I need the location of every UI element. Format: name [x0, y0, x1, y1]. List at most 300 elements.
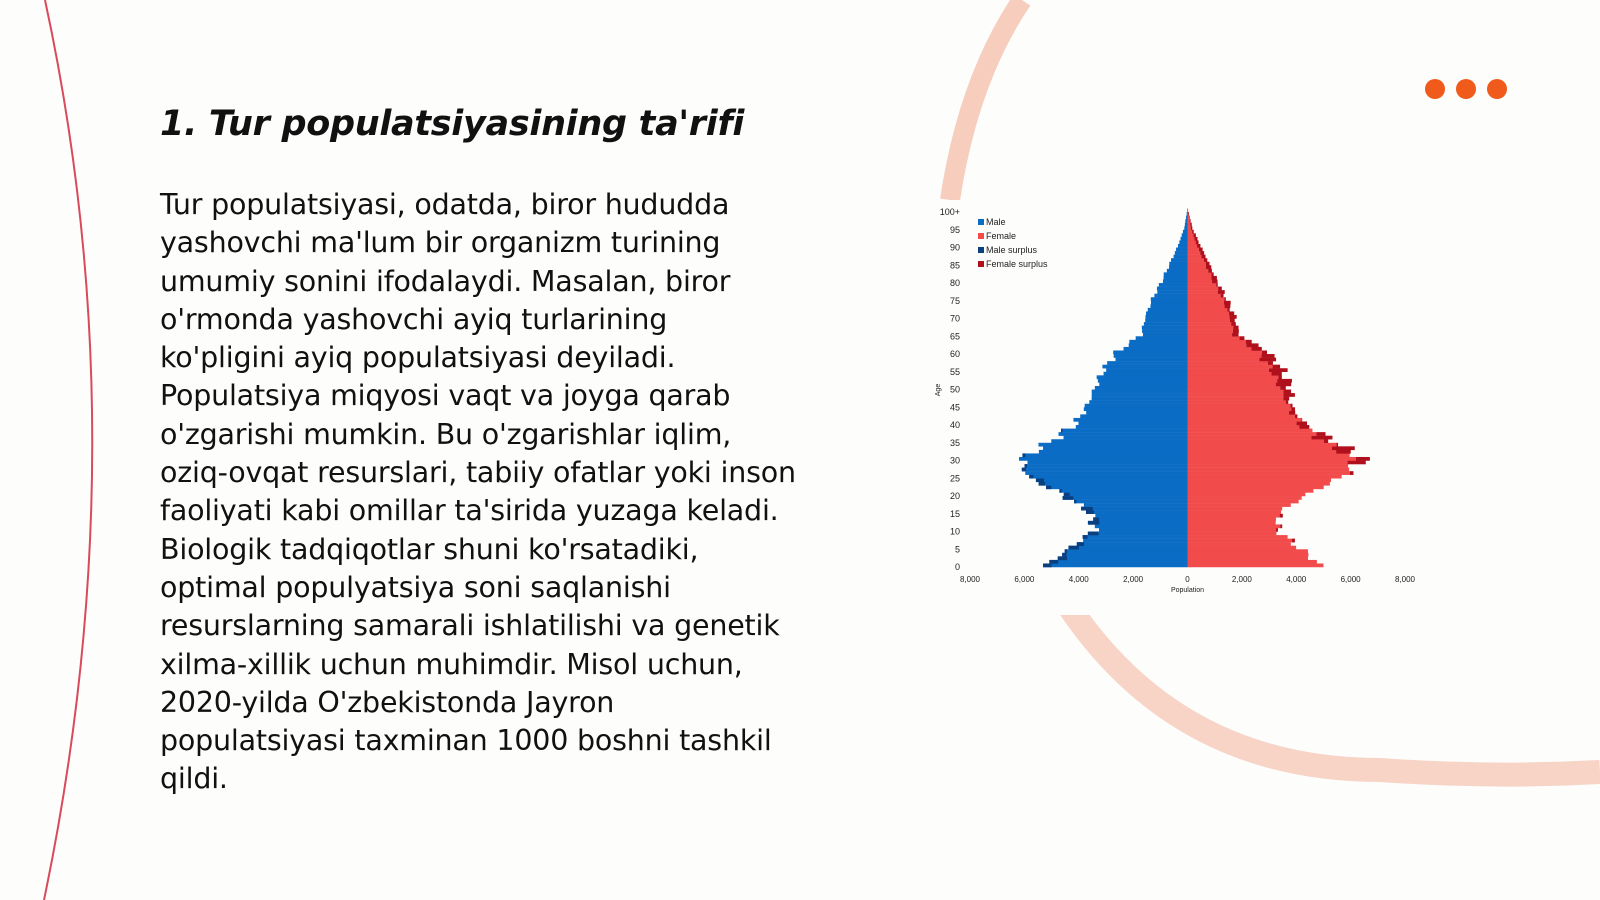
male-bar	[1073, 418, 1187, 422]
female-bar	[1188, 322, 1232, 326]
y-axis-label: Age	[935, 383, 942, 397]
female-bar	[1188, 521, 1276, 525]
male-bar	[1074, 500, 1187, 504]
female-surplus-bar	[1231, 322, 1236, 326]
female-bar	[1188, 450, 1337, 454]
male-bar	[1039, 482, 1188, 486]
female-surplus-bar	[1283, 390, 1291, 394]
male-surplus-bar	[1029, 475, 1033, 479]
male-bar	[1181, 237, 1188, 241]
female-bar	[1188, 226, 1191, 230]
male-bar	[1144, 322, 1188, 326]
x-tick-label: 8,000	[959, 575, 981, 584]
decorative-red-curve	[44, 0, 92, 900]
female-surplus-bar	[1350, 471, 1354, 475]
female-bar	[1188, 404, 1291, 408]
female-bar	[1188, 524, 1281, 528]
body-line: 2020-yilda O'zbekistonda Jayron	[160, 685, 615, 719]
female-bar	[1188, 311, 1229, 315]
male-bar	[1145, 319, 1187, 323]
legend-label: Female	[986, 231, 1017, 241]
female-bar	[1188, 262, 1206, 266]
female-bar	[1188, 496, 1302, 500]
y-tick-label: 80	[949, 278, 960, 288]
male-surplus-bar	[1062, 553, 1066, 557]
female-bar	[1188, 375, 1279, 379]
legend-swatch	[978, 233, 984, 239]
female-bar	[1188, 492, 1306, 496]
female-surplus-bar	[1188, 212, 1189, 216]
female-surplus-bar	[1225, 304, 1231, 308]
female-bar	[1188, 475, 1342, 479]
female-bar	[1188, 237, 1195, 241]
female-surplus-bar	[1271, 372, 1281, 376]
female-bar	[1188, 212, 1189, 216]
female-surplus-bar	[1232, 333, 1238, 337]
female-bar	[1188, 216, 1189, 220]
male-bar	[1148, 308, 1188, 312]
male-surplus-bar	[1039, 482, 1045, 486]
female-surplus-bar	[1197, 244, 1200, 248]
female-surplus-bar	[1246, 340, 1252, 344]
female-surplus-bar	[1302, 418, 1303, 422]
female-surplus-bar	[1193, 233, 1196, 237]
y-tick-label: 25	[949, 473, 960, 484]
y-tick-label: 0	[954, 562, 960, 572]
female-bar	[1188, 485, 1324, 489]
female-surplus-bar	[1218, 287, 1222, 291]
male-bar	[1171, 258, 1187, 262]
female-surplus-bar	[1269, 368, 1288, 372]
female-bar	[1188, 532, 1277, 536]
male-bar	[1186, 216, 1187, 220]
female-surplus-bar	[1206, 262, 1210, 266]
y-tick-label: 70	[949, 313, 960, 324]
female-surplus-bar	[1280, 386, 1286, 390]
female-bar	[1188, 386, 1281, 390]
female-bar	[1188, 539, 1292, 543]
female-surplus-bar	[1224, 297, 1226, 301]
male-bar	[1142, 326, 1188, 330]
female-surplus-bar	[1262, 350, 1267, 354]
body-line: o'rmonda yashovchi ayiq turlarining	[160, 302, 668, 336]
male-bar	[1025, 464, 1188, 468]
female-bar	[1188, 230, 1193, 234]
legend-swatch	[978, 261, 984, 267]
male-bar	[1113, 350, 1187, 354]
female-bar	[1188, 546, 1297, 550]
female-surplus-bar	[1283, 393, 1295, 397]
body-line: faoliyati kabi omillar ta'sirida yuzaga keladi.	[160, 494, 779, 528]
female-bar	[1188, 251, 1201, 255]
female-bar	[1188, 319, 1230, 323]
male-bar	[1187, 212, 1188, 216]
female-bar	[1188, 287, 1219, 291]
male-bar	[1083, 539, 1187, 543]
female-bar	[1188, 535, 1288, 539]
female-bar	[1188, 397, 1284, 401]
female-surplus-bar	[1190, 223, 1192, 227]
female-surplus-bar	[1316, 432, 1325, 436]
female-surplus-bar	[1204, 258, 1207, 262]
male-bar	[1088, 532, 1188, 536]
female-bar	[1188, 457, 1356, 461]
female-bar	[1188, 468, 1350, 472]
male-bar	[1164, 276, 1188, 280]
female-bar	[1188, 301, 1225, 305]
male-surplus-bar	[1036, 478, 1044, 482]
female-bar	[1188, 414, 1295, 418]
male-bar	[1061, 429, 1187, 433]
female-bar	[1188, 432, 1317, 436]
female-surplus-bar	[1211, 272, 1213, 276]
female-bar	[1188, 514, 1280, 518]
male-bar	[1085, 404, 1188, 408]
male-bar	[1086, 411, 1187, 415]
female-bar	[1188, 219, 1190, 223]
female-bar	[1188, 279, 1213, 283]
female-bar	[1188, 464, 1349, 468]
male-bar	[1059, 432, 1188, 436]
male-bar	[1176, 248, 1187, 252]
female-bar	[1188, 304, 1225, 308]
female-bar	[1188, 500, 1299, 504]
male-bar	[1027, 461, 1187, 465]
male-bar	[1097, 375, 1188, 379]
male-bar	[1063, 496, 1188, 500]
male-bar	[1185, 219, 1187, 223]
female-surplus-bar	[1332, 446, 1355, 450]
female-surplus-bar	[1336, 450, 1351, 454]
y-tick-label: 85	[949, 260, 960, 271]
female-bar	[1188, 354, 1262, 358]
male-bar	[1150, 304, 1187, 308]
x-tick-label: 6,000	[1014, 575, 1035, 584]
female-surplus-bar	[1201, 255, 1205, 259]
legend-swatch	[978, 247, 984, 253]
legend-label: Male surplus	[986, 245, 1038, 255]
decorative-dots	[1425, 79, 1507, 99]
female-bar	[1188, 507, 1283, 511]
male-bar	[1046, 485, 1187, 489]
decorative-peach-arc-bottom	[1070, 608, 1600, 775]
male-bar	[1019, 457, 1187, 461]
female-bar	[1188, 517, 1276, 521]
female-surplus-bar	[1212, 279, 1217, 283]
body-line: optimal populyatsiya soni saqlanishi	[160, 570, 671, 604]
body-line: xilma-xillik uchun muhimdir. Misol uchun,	[160, 647, 743, 681]
male-bar	[1062, 553, 1187, 557]
female-bar	[1188, 233, 1194, 237]
female-bar	[1188, 407, 1292, 411]
male-surplus-bar	[1061, 429, 1062, 433]
male-bar	[1098, 379, 1188, 383]
female-surplus-bar	[1337, 443, 1339, 447]
male-bar	[1104, 372, 1188, 376]
male-surplus-bar	[1025, 464, 1027, 468]
male-bar	[1107, 361, 1187, 365]
female-surplus-bar	[1251, 347, 1261, 351]
female-bar	[1188, 425, 1300, 429]
female-bar	[1188, 461, 1348, 465]
decorative-peach-arc-top	[950, 0, 1022, 200]
male-bar	[1036, 478, 1188, 482]
female-bar	[1188, 255, 1202, 259]
female-bar	[1188, 549, 1308, 553]
female-bar	[1188, 379, 1278, 383]
y-tick-label: 90	[949, 242, 960, 253]
female-surplus-bar	[1216, 283, 1218, 287]
female-surplus-bar	[1261, 354, 1274, 358]
y-tick-label: 45	[949, 402, 960, 413]
female-bar	[1188, 421, 1297, 425]
male-surplus-bar	[1046, 485, 1051, 489]
male-bar	[1022, 468, 1188, 472]
legend-label: Male	[986, 217, 1006, 227]
male-bar	[1142, 329, 1187, 333]
female-bar	[1188, 393, 1284, 397]
male-bar	[1136, 336, 1188, 340]
slide-body-text	[160, 186, 850, 799]
male-bar	[1078, 421, 1187, 425]
male-bar	[1183, 230, 1188, 234]
dot-1	[1425, 79, 1445, 99]
male-bar	[1146, 311, 1187, 315]
female-bar	[1188, 556, 1308, 560]
female-bar	[1188, 361, 1268, 365]
male-surplus-bar	[1064, 492, 1070, 496]
y-tick-label: 30	[949, 455, 960, 466]
male-bar	[1175, 251, 1188, 255]
male-bar	[1089, 400, 1187, 404]
female-bar	[1188, 372, 1272, 376]
male-bar	[1049, 560, 1187, 564]
female-bar	[1188, 528, 1277, 532]
body-line: umumiy sonini ifodalaydi. Masalan, biror	[160, 264, 731, 298]
female-surplus-bar	[1268, 361, 1273, 365]
male-bar	[1102, 365, 1187, 369]
population-pyramid-chart	[935, 200, 1460, 615]
y-tick-label: 55	[949, 366, 960, 377]
female-bar	[1188, 240, 1196, 244]
female-surplus-bar	[1246, 343, 1258, 347]
female-bar	[1188, 365, 1273, 369]
female-bar	[1188, 340, 1246, 344]
female-surplus-bar	[1276, 382, 1292, 386]
dot-2	[1456, 79, 1476, 99]
y-tick-label: 15	[949, 508, 960, 519]
female-bar	[1188, 308, 1228, 312]
female-surplus-bar	[1295, 414, 1298, 418]
female-bar	[1188, 290, 1218, 294]
female-surplus-bar	[1206, 265, 1211, 269]
y-tick-label: 65	[949, 331, 960, 342]
male-bar	[1129, 343, 1188, 347]
x-tick-label: 6,000	[1340, 575, 1361, 584]
female-surplus-bar	[1273, 365, 1281, 369]
male-bar	[1025, 471, 1187, 475]
male-bar	[1095, 386, 1188, 390]
male-bar	[1076, 425, 1188, 429]
male-bar	[1051, 439, 1187, 443]
female-surplus-bar	[1227, 308, 1229, 312]
female-surplus-bar	[1190, 219, 1191, 223]
female-surplus-bar	[1211, 276, 1216, 280]
female-bar	[1188, 429, 1313, 433]
female-bar	[1188, 390, 1284, 394]
female-surplus-bar	[1292, 539, 1295, 543]
male-surplus-bar	[1088, 521, 1099, 525]
female-surplus-bar	[1280, 524, 1282, 528]
male-bar	[1059, 489, 1187, 493]
male-bar	[1154, 294, 1187, 298]
female-surplus-bar	[1297, 421, 1307, 425]
male-bar	[1178, 244, 1188, 248]
female-bar	[1188, 482, 1330, 486]
male-surplus-bar	[1068, 546, 1078, 550]
male-bar	[1164, 272, 1188, 276]
female-bar	[1188, 358, 1260, 362]
male-surplus-bar	[1083, 535, 1088, 539]
male-bar	[1143, 333, 1188, 337]
female-bar	[1188, 478, 1331, 482]
female-bar	[1188, 265, 1206, 269]
female-bar	[1188, 294, 1221, 298]
x-tick-label: 2,000	[1123, 575, 1144, 584]
male-surplus-bar	[1022, 468, 1026, 472]
female-bar	[1188, 400, 1286, 404]
body-line: resurslarning samarali ishlatilishi va genetik	[160, 609, 780, 643]
female-surplus-bar	[1311, 436, 1332, 440]
y-tick-label: 10	[949, 526, 960, 537]
female-surplus-bar	[1229, 311, 1234, 315]
male-surplus-bar	[1043, 563, 1051, 567]
female-surplus-bar	[1221, 294, 1224, 298]
male-bar	[1058, 556, 1188, 560]
female-surplus-bar	[1289, 411, 1295, 415]
male-bar	[1129, 340, 1187, 344]
female-surplus-bar	[1276, 528, 1278, 532]
female-bar	[1188, 347, 1252, 351]
female-bar	[1188, 411, 1289, 415]
male-surplus-bar	[1063, 496, 1074, 500]
x-tick-label: 4,000	[1286, 575, 1307, 584]
male-bar	[1159, 283, 1188, 287]
body-line: qildi.	[160, 762, 228, 796]
female-surplus-bar	[1230, 319, 1235, 323]
y-tick-label: 5	[954, 544, 960, 555]
male-bar	[1182, 233, 1188, 237]
female-surplus-bar	[1239, 336, 1244, 340]
female-bar	[1188, 443, 1337, 447]
male-bar	[1095, 524, 1188, 528]
male-bar	[1167, 269, 1188, 273]
x-tick-label: 4,000	[1068, 575, 1089, 584]
female-bar	[1188, 471, 1350, 475]
female-surplus-bar	[1233, 326, 1238, 330]
male-bar	[1099, 382, 1187, 386]
male-surplus-bar	[1086, 510, 1094, 514]
male-bar	[1064, 436, 1188, 440]
male-surplus-bar	[1088, 532, 1099, 536]
male-bar	[1157, 287, 1188, 291]
x-tick-label: 8,000	[1394, 575, 1416, 584]
male-bar	[1043, 446, 1187, 450]
male-bar	[1092, 390, 1188, 394]
female-bar	[1188, 244, 1198, 248]
male-bar	[1124, 347, 1188, 351]
male-bar	[1179, 240, 1187, 244]
female-surplus-bar	[1286, 400, 1289, 404]
body-line: populatsiyasi taxminan 1000 boshni tashkil	[160, 724, 772, 758]
legend-swatch	[978, 219, 984, 225]
female-surplus-bar	[1280, 514, 1283, 518]
female-surplus-bar	[1348, 461, 1366, 465]
male-bar	[1151, 297, 1188, 301]
y-tick-label: 35	[949, 437, 960, 448]
female-bar	[1188, 368, 1269, 372]
female-bar	[1188, 329, 1233, 333]
female-bar	[1188, 489, 1314, 493]
x-tick-label: 2,000	[1231, 575, 1252, 584]
female-surplus-bar	[1199, 248, 1203, 252]
female-surplus-bar	[1324, 439, 1328, 443]
female-surplus-bar	[1191, 226, 1193, 230]
female-surplus-bar	[1218, 290, 1225, 294]
male-bar	[1080, 414, 1187, 418]
male-bar	[1169, 262, 1187, 266]
female-bar	[1188, 283, 1217, 287]
male-bar	[1092, 397, 1188, 401]
female-bar	[1188, 503, 1291, 507]
body-line: oziq-ovqat resurslari, tabiiy ofatlar yoki inson	[160, 456, 796, 490]
female-bar	[1188, 382, 1276, 386]
male-bar	[1184, 226, 1187, 230]
male-bar	[1077, 542, 1188, 546]
female-bar	[1188, 542, 1291, 546]
female-bar	[1188, 453, 1350, 457]
female-bar	[1188, 418, 1302, 422]
male-bar	[1068, 546, 1187, 550]
male-bar	[1038, 443, 1187, 447]
male-bar	[1157, 290, 1187, 294]
male-bar	[1116, 358, 1188, 362]
male-surplus-bar	[1022, 453, 1025, 457]
female-bar	[1188, 553, 1309, 557]
male-bar	[1185, 223, 1188, 227]
male-bar	[1081, 507, 1187, 511]
female-bar	[1188, 269, 1209, 273]
male-surplus-bar	[1074, 500, 1076, 504]
female-bar	[1188, 436, 1312, 440]
slide-title: 1. Tur populatsiyasining ta'rifi	[160, 104, 745, 144]
male-bar	[1022, 453, 1187, 457]
chart-svg	[935, 200, 1460, 615]
male-bar	[1065, 549, 1188, 553]
male-surplus-bar	[1058, 556, 1067, 560]
body-line: yashovchi ma'lum bir organizm turining	[160, 226, 721, 260]
female-surplus-bar	[1189, 216, 1190, 220]
female-surplus-bar	[1233, 329, 1239, 333]
male-surplus-bar	[1065, 549, 1067, 553]
female-surplus-bar	[1230, 315, 1237, 319]
x-tick-label: 0	[1185, 575, 1190, 584]
female-bar	[1188, 350, 1262, 354]
male-bar	[1084, 503, 1188, 507]
male-bar	[1174, 255, 1188, 259]
male-bar	[1163, 279, 1188, 283]
female-bar	[1188, 343, 1247, 347]
